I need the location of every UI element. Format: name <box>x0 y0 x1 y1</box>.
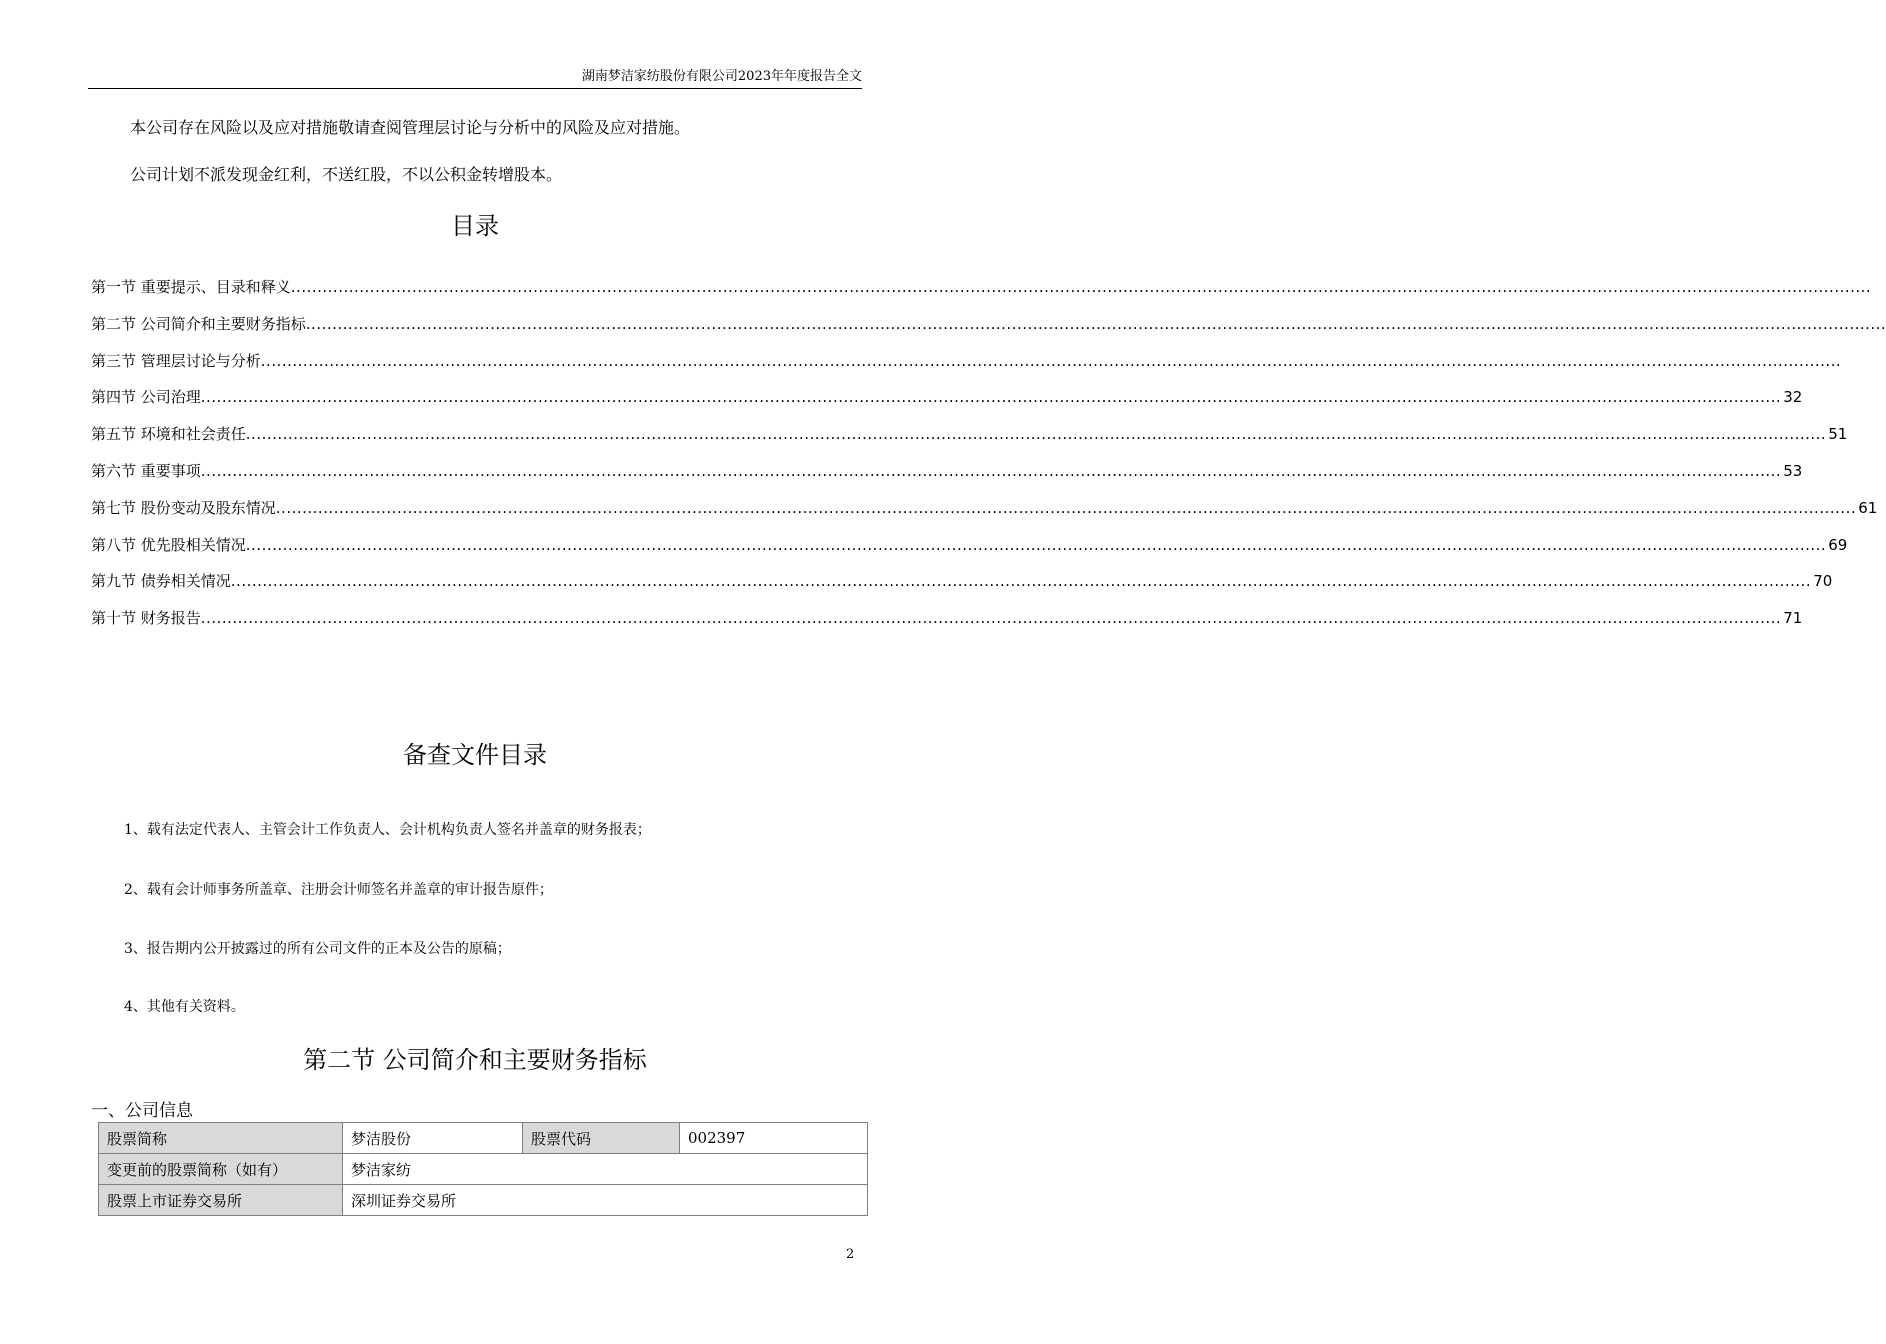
toc-entry[interactable] <box>91 460 1803 497</box>
toc-leader: ............................................................................................................................................................................................................................................................................................................ <box>260 351 1842 370</box>
dividend-note: 公司计划不派发现金红利，不送红股，不以公积金转增股本。 <box>130 165 563 184</box>
toc-leader: ............................................................................................................................................................................................................................................................................................................ <box>290 278 1872 296</box>
header-rule <box>88 88 862 89</box>
table-value-cell: 梦洁家纺 <box>343 1154 868 1185</box>
table-label-cell: 股票上市证券交易所 <box>99 1185 343 1216</box>
toc-leader: ............................................................................................................................................................................................................................................................................................................ <box>200 388 1782 407</box>
section-title: 第二节 公司简介和主要财务指标 <box>303 1046 647 1074</box>
toc-entry-page: 53 <box>1783 461 1803 480</box>
toc-entry-label: 第八节 优先股相关情况 <box>91 535 246 554</box>
company-info-table <box>98 1122 868 1216</box>
reference-doc-item: 3、报告期内公开披露过的所有公司文件的正本及公告的原稿； <box>124 941 511 957</box>
toc-entry-label: 第三节 管理层讨论与分析 <box>91 351 261 370</box>
toc-entry[interactable] <box>91 313 1886 350</box>
table-value-cell: 梦洁股份 <box>343 1123 523 1154</box>
toc-entry-label: 第二节 公司简介和主要财务指标 <box>91 314 306 333</box>
toc-leader: ............................................................................................................................................................................................................................................................................................................ <box>230 572 1812 591</box>
toc-title: 目录 <box>451 212 499 240</box>
table-of-contents <box>91 276 1886 644</box>
table-label-cell: 股票简称 <box>99 1123 343 1154</box>
company-info-heading: 一、公司信息 <box>91 1101 193 1121</box>
toc-entry[interactable] <box>91 497 1878 534</box>
toc-entry-page: 51 <box>1828 425 1848 444</box>
toc-entry[interactable] <box>91 350 1842 387</box>
risk-note: 本公司存在风险以及应对措施敬请查阅管理层讨论与分析中的风险及应对措施。 <box>130 118 691 137</box>
toc-entry[interactable] <box>91 386 1803 423</box>
toc-leader: ............................................................................................................................................................................................................................................................................................................ <box>200 461 1782 480</box>
toc-entry-page: 71 <box>1783 609 1803 628</box>
toc-leader: ............................................................................................................................................................................................................................................................................................................ <box>245 535 1827 554</box>
toc-leader: ............................................................................................................................................................................................................................................................................................................ <box>200 609 1782 628</box>
toc-entry-page: 32 <box>1783 388 1803 407</box>
toc-entry[interactable] <box>91 534 1848 571</box>
toc-entry[interactable] <box>91 607 1803 644</box>
toc-entry-label: 第七节 股份变动及股东情况 <box>91 498 276 517</box>
toc-entry[interactable] <box>91 423 1848 460</box>
table-label-cell: 变更前的股票简称（如有） <box>99 1154 343 1185</box>
toc-entry[interactable] <box>91 570 1833 607</box>
table-value-cell: 002397 <box>680 1123 868 1154</box>
table-row <box>99 1154 868 1185</box>
table-value-cell: 深圳证券交易所 <box>343 1185 868 1216</box>
table-row <box>99 1123 868 1154</box>
running-header: 湖南梦洁家纺股份有限公司2023年年度报告全文 <box>581 69 862 84</box>
toc-leader: ............................................................................................................................................................................................................................................................................................................ <box>305 314 1886 333</box>
toc-entry-page: 69 <box>1828 535 1848 554</box>
toc-entry-label: 第十节 财务报告 <box>91 609 201 628</box>
toc-entry-label: 第五节 环境和社会责任 <box>91 425 246 444</box>
page-number: 2 <box>846 1247 855 1262</box>
table-label-cell: 股票代码 <box>523 1123 680 1154</box>
toc-entry-label: 第六节 重要事项 <box>91 461 201 480</box>
toc-entry-page: 61 <box>1858 498 1878 517</box>
toc-entry[interactable] <box>91 276 1872 313</box>
table-row <box>99 1185 868 1216</box>
toc-entry-label: 第一节 重要提示、目录和释义 <box>91 278 291 296</box>
toc-entry-label: 第四节 公司治理 <box>91 388 201 407</box>
toc-leader: ............................................................................................................................................................................................................................................................................................................ <box>245 425 1827 444</box>
reference-doc-item: 1、载有法定代表人、主管会计工作负责人、会计机构负责人签名并盖章的财务报表； <box>124 822 651 838</box>
reference-doc-item: 4、其他有关资料。 <box>124 999 245 1015</box>
toc-entry-page: 70 <box>1813 572 1833 591</box>
toc-leader: ............................................................................................................................................................................................................................................................................................................ <box>275 498 1857 517</box>
reference-doc-item: 2、载有会计师事务所盖章、注册会计师签名并盖章的审计报告原件； <box>124 882 553 898</box>
toc-entry-label: 第九节 债券相关情况 <box>91 572 231 591</box>
reference-docs-title: 备查文件目录 <box>403 741 547 769</box>
